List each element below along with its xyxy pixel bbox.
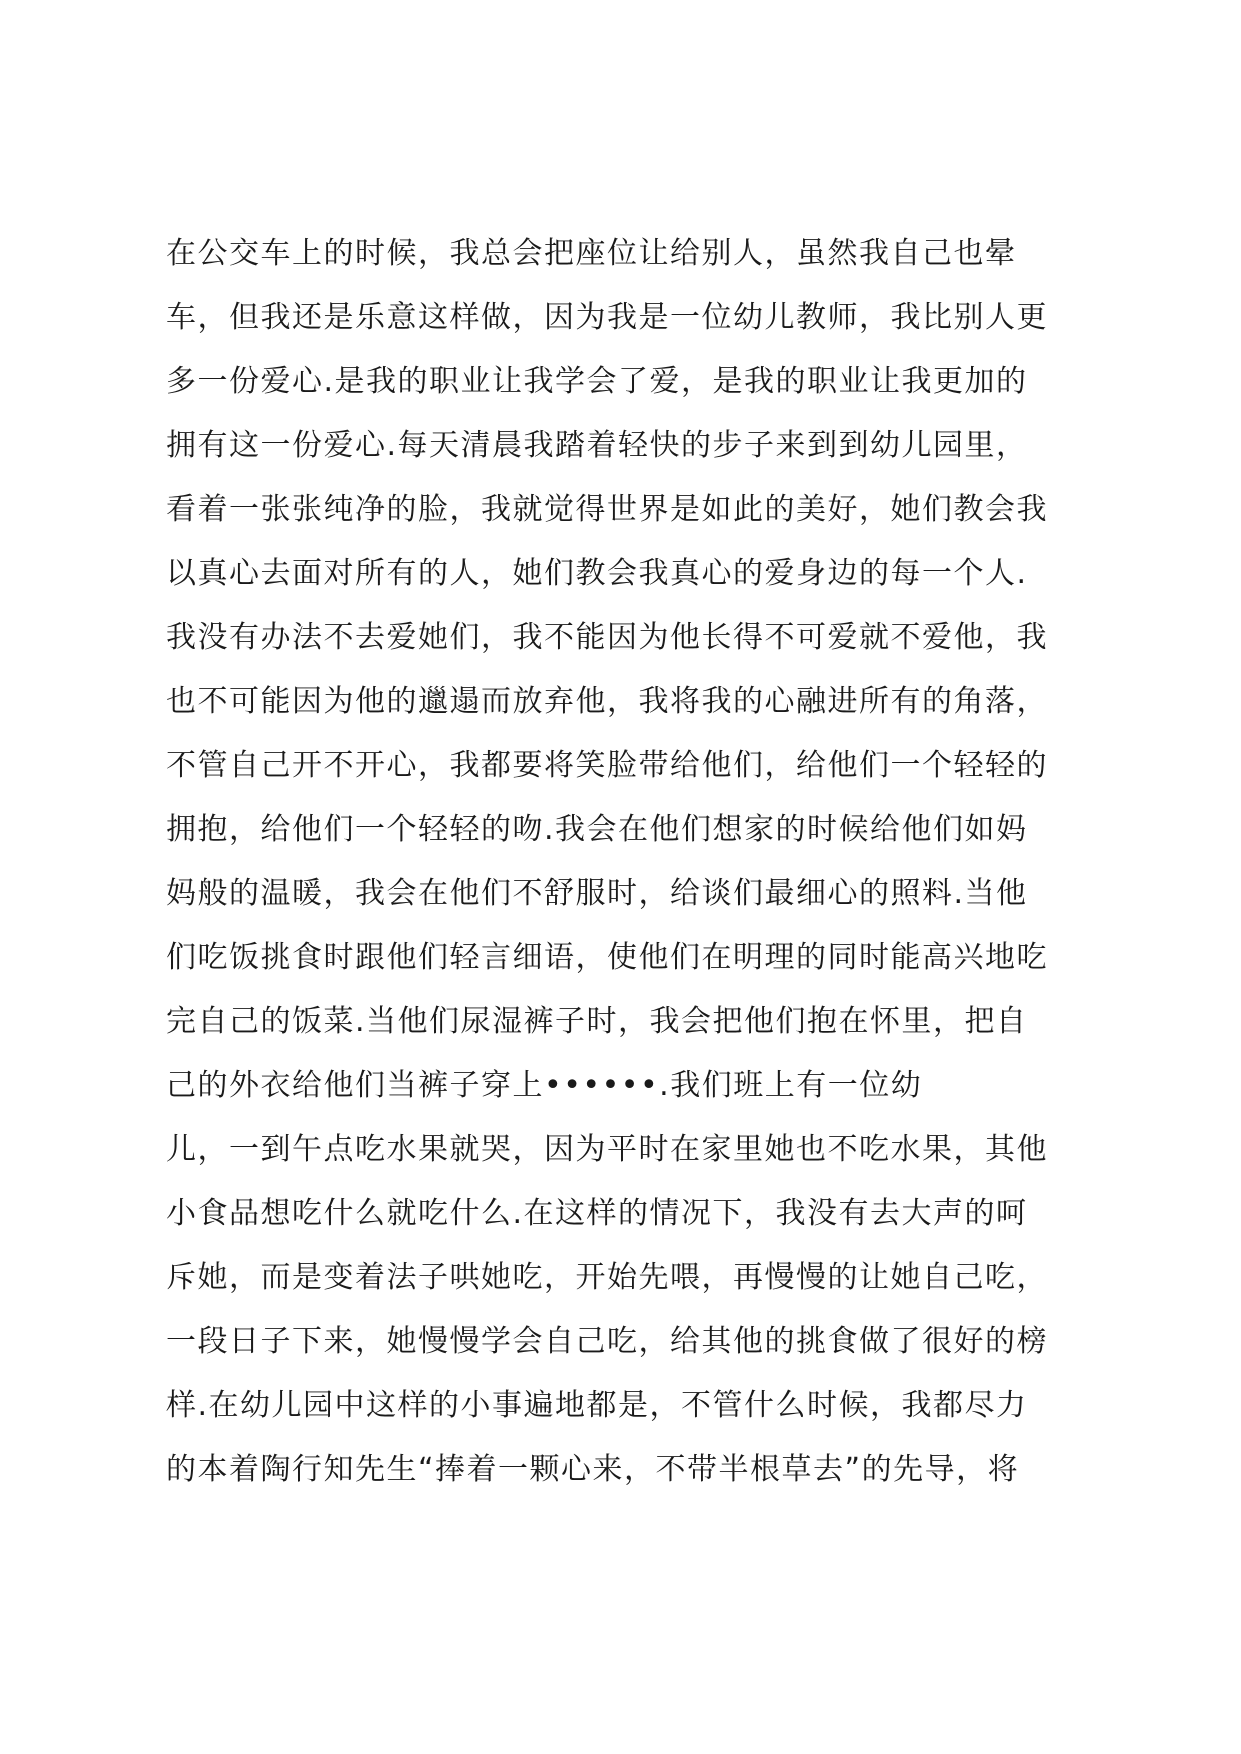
text-line-20: 的本着陶行知先生“捧着一颗心来，不带半根草去”的先导，将 — [166, 1452, 1020, 1487]
text-line-10: 拥抱，给他们一个轻轻的吻.我会在他们想家的时候给他们如妈 — [166, 812, 1028, 847]
text-line-17: 斥她，而是变着法子哄她吃，开始先喂，再慢慢的让她自己吃， — [166, 1260, 1048, 1295]
text-line-6: 以真心去面对所有的人，她们教会我真心的爱身边的每一个人. — [166, 556, 1028, 591]
text-line-15: 儿，一到午点吃水果就哭，因为平时在家里她也不吃水果，其他 — [166, 1132, 1048, 1167]
text-line-9: 不管自己开不开心，我都要将笑脸带给他们，给他们一个轻轻的 — [166, 748, 1048, 783]
text-line-19: 样.在幼儿园中这样的小事遍地都是，不管什么时候，我都尽力 — [166, 1388, 1028, 1423]
text-line-16: 小食品想吃什么就吃什么.在这样的情况下，我没有去大声的呵 — [166, 1196, 1028, 1231]
text-line-7: 我没有办法不去爱她们，我不能因为他长得不可爱就不爱他，我 — [166, 620, 1048, 655]
text-line-4: 拥有这一份爱心.每天清晨我踏着轻快的步子来到到幼儿园里， — [166, 428, 1028, 463]
text-line-11: 妈般的温暖，我会在他们不舒服时，给谈们最细心的照料.当他 — [166, 876, 1028, 911]
text-line-14: 己的外衣给他们当裤子穿上••••••.我们班上有一位幼 — [166, 1068, 923, 1103]
text-line-8: 也不可能因为他的邋遢而放弃他，我将我的心融进所有的角落， — [166, 684, 1048, 719]
text-line-1: 在公交车上的时候，我总会把座位让给别人，虽然我自己也晕 — [166, 236, 1017, 271]
text-line-2: 车，但我还是乐意这样做，因为我是一位幼儿教师，我比别人更 — [166, 300, 1048, 335]
text-line-18: 一段日子下来，她慢慢学会自己吃，给其他的挑食做了很好的榜 — [166, 1324, 1048, 1359]
text-line-3: 多一份爱心.是我的职业让我学会了爱，是我的职业让我更加的 — [166, 364, 1028, 399]
text-line-13: 完自己的饭菜.当他们尿湿裤子时，我会把他们抱在怀里，把自 — [166, 1004, 1028, 1039]
text-line-5: 看着一张张纯净的脸，我就觉得世界是如此的美好，她们教会我 — [166, 492, 1048, 527]
body-text — [166, 222, 1096, 1502]
text-line-12: 们吃饭挑食时跟他们轻言细语，使他们在明理的同时能高兴地吃 — [166, 940, 1048, 975]
